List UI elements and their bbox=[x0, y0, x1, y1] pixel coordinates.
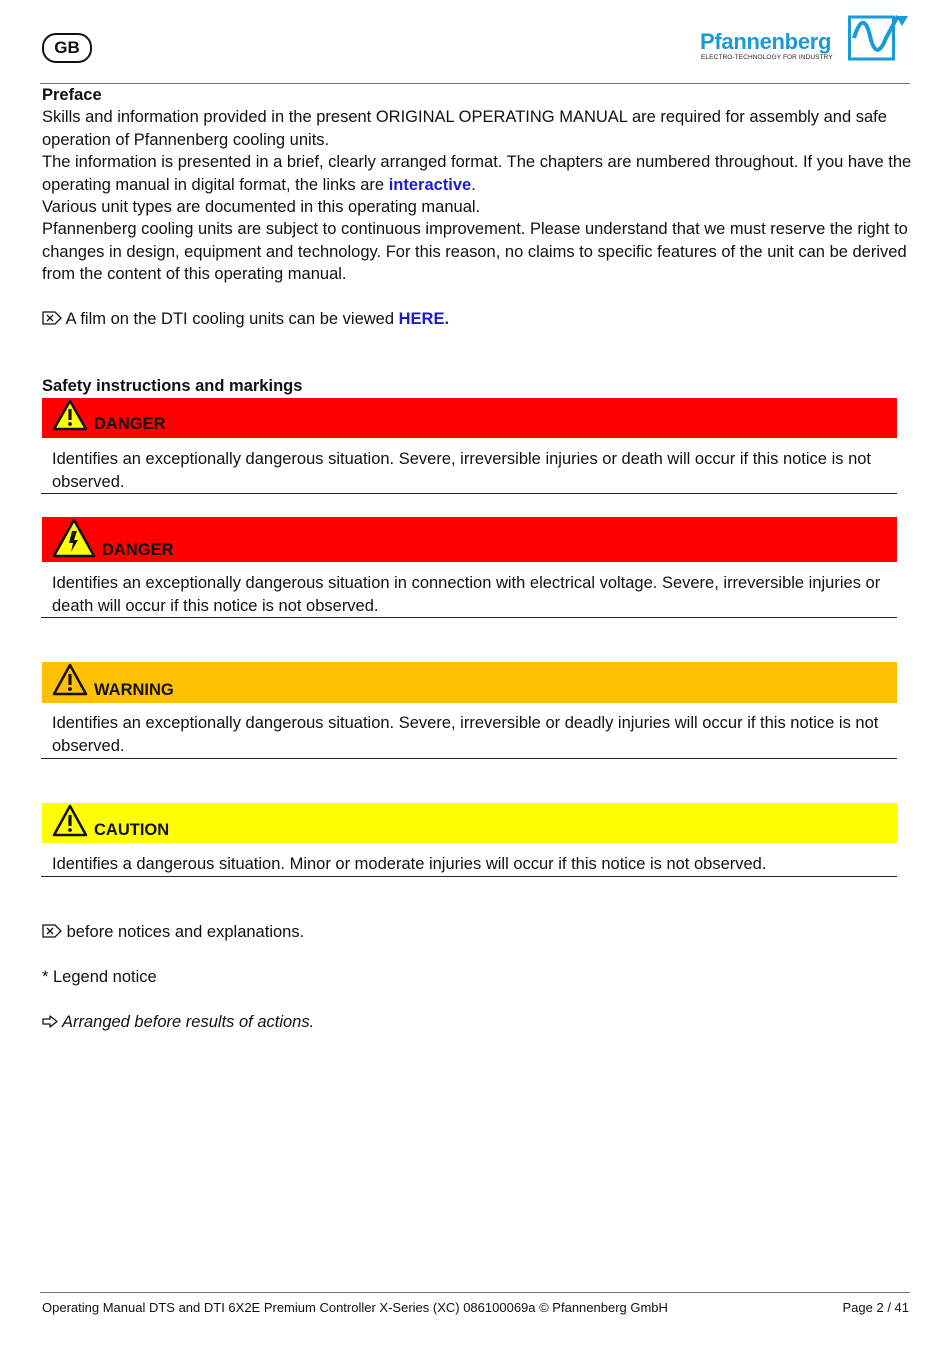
logo-wordmark: Pfannenberg bbox=[700, 29, 832, 54]
notice-pointer-icon bbox=[42, 924, 62, 938]
logo-tagline: ELECTRO-TECHNOLOGY FOR INDUSTRY bbox=[701, 54, 833, 61]
preface-paragraph-2-text: The information is presented in a brief, clearly arranged format. The chapters are numbered throughout. If you have the operating manual in digital format, the links are bbox=[42, 153, 912, 194]
danger-label: DANGER bbox=[94, 415, 166, 433]
pfannenberg-logo-icon bbox=[848, 14, 910, 62]
preface-title: Preface bbox=[42, 86, 102, 104]
electrical-danger-banner bbox=[42, 517, 897, 562]
language-badge: GB bbox=[42, 33, 92, 63]
notice-divider bbox=[41, 876, 897, 877]
result-arrow-icon bbox=[42, 1015, 58, 1028]
film-link[interactable]: HERE. bbox=[398, 310, 450, 328]
electrical-danger-notice-text: Identifies an exceptionally dangerous situation in connection with electrical voltage. Severe, irreversible injuries or death will occur if this notice is not observed. bbox=[52, 574, 881, 615]
electrical-hazard-icon bbox=[52, 518, 96, 558]
notice-pointer-icon bbox=[42, 311, 62, 325]
film-line bbox=[42, 308, 912, 331]
preface-paragraph-1: Skills and information provided in the present ORIGINAL OPERATING MANUAL are required for assembly and safe operation of Pfannenberg cooling units. bbox=[42, 108, 887, 149]
notice-divider bbox=[41, 493, 897, 494]
preface-paragraph-2-end: . bbox=[471, 175, 476, 194]
warning-triangle-icon bbox=[52, 399, 88, 431]
interactive-link[interactable]: interactive bbox=[388, 175, 472, 194]
warning-triangle-icon bbox=[52, 663, 88, 696]
caution-label: CAUTION bbox=[94, 821, 170, 839]
electrical-danger-label: DANGER bbox=[102, 541, 174, 559]
warning-label: WARNING bbox=[94, 681, 174, 699]
legend-star-line: * Legend notice bbox=[42, 968, 157, 986]
warning-triangle-icon bbox=[52, 804, 88, 837]
legend-result-line bbox=[42, 1011, 912, 1034]
preface-paragraph-2 bbox=[42, 151, 912, 196]
caution-notice-text: Identifies a dangerous situation. Minor or moderate injuries will occur if this notice is not observed. bbox=[52, 855, 767, 873]
caution-banner bbox=[42, 803, 897, 843]
company-logo bbox=[700, 14, 910, 64]
warning-banner bbox=[42, 662, 897, 703]
footer-page-number: Page 2 / 41 bbox=[842, 1300, 909, 1315]
notice-divider bbox=[41, 758, 897, 759]
legend-notice-text: before notices and explanations. bbox=[62, 923, 305, 941]
legend-result-text: Arranged before results of actions. bbox=[58, 1013, 315, 1031]
safety-title: Safety instructions and markings bbox=[42, 377, 303, 395]
notice-divider bbox=[41, 617, 897, 618]
footer-document-title: Operating Manual DTS and DTI 6X2E Premium Controller X-Series (XC) 086100069a © Pfannenberg GmbH bbox=[42, 1300, 668, 1315]
danger-notice-text: Identifies an exceptionally dangerous situation. Severe, irreversible injuries or death will occur if this notice is not observed. bbox=[52, 450, 872, 491]
legend-notice-line bbox=[42, 921, 912, 944]
preface-paragraph-3: Various unit types are documented in this operating manual. bbox=[42, 198, 481, 216]
danger-banner bbox=[42, 398, 897, 438]
preface-paragraph-4: Pfannenberg cooling units are subject to continuous improvement. Please understand that we must reserve the right to changes in design, equipment and technology. For this reason, no claims to specific features of the unit can be derived from the content of this operating manual. bbox=[42, 220, 908, 283]
warning-notice-text: Identifies an exceptionally dangerous situation. Severe, irreversible or deadly injuries will occur if this notice is not observed. bbox=[52, 714, 879, 755]
film-text: A film on the DTI cooling units can be viewed bbox=[62, 310, 399, 328]
footer-divider bbox=[40, 1292, 910, 1293]
